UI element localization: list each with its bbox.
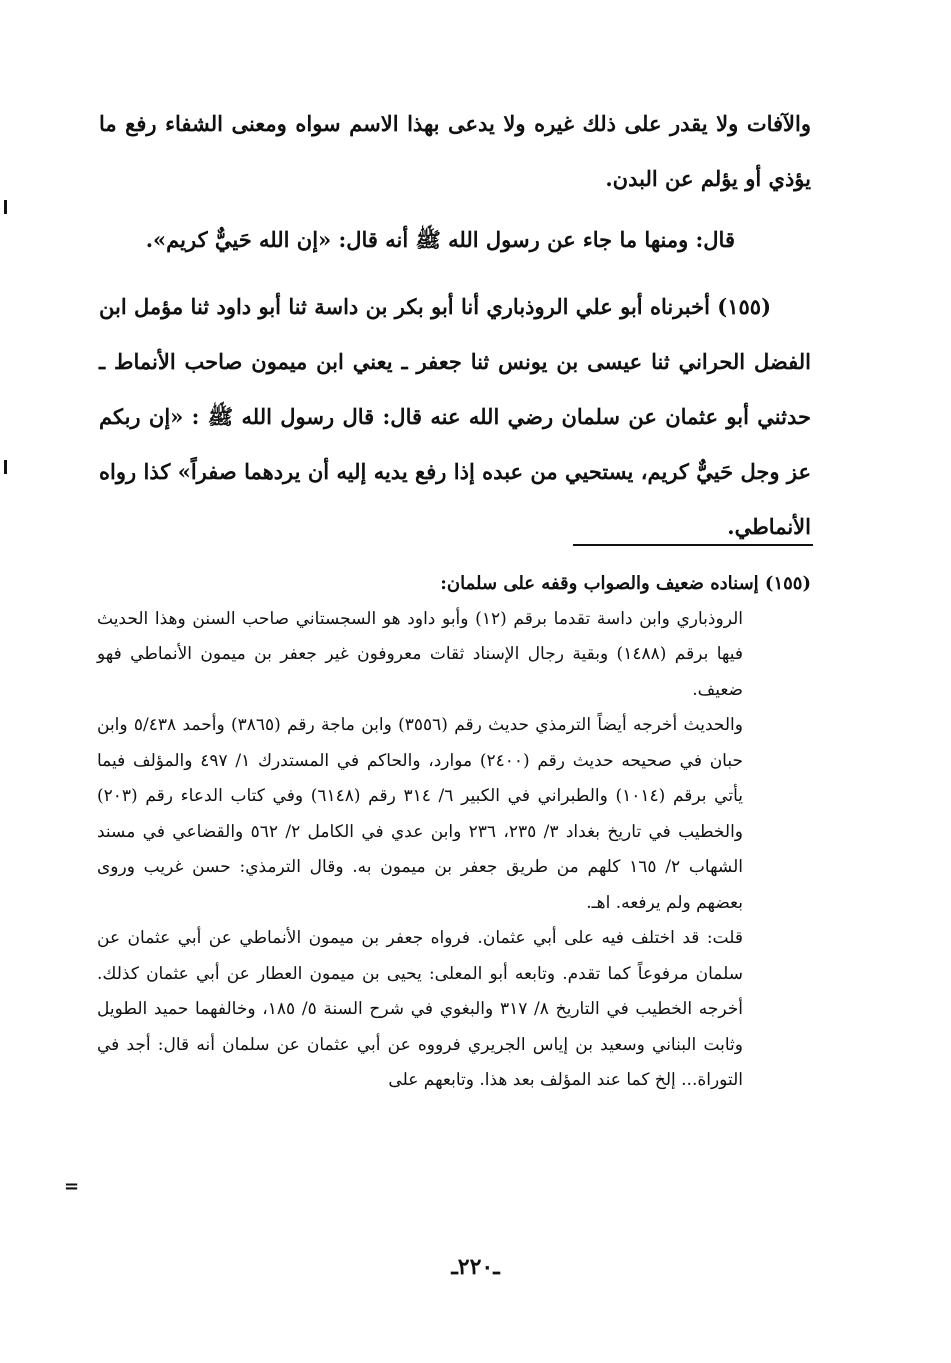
footnotes <box>97 566 811 1099</box>
main-paragraph-3: (١٥٥) أخبرناه أبو علي الروذباري أنا أبو بكر بن داسة ثنا أبو داود ثنا مؤمل ابن الفضل الحراني ثنا عيسى بن يونس ثنا جعفر ـ يعني ابن ميمون صاحب الأنماط ـ حدثني أبو عثمان عن سلمان رضي الله عنه قال: قال رسول الله ﷺ : «إن ربكم عز وجل حَييٌّ كريم، يستحيي من عبده إذا رفع يديه إليه أن يردهما صفراً» كذا رواه الأنماطي. <box>99 294 811 539</box>
footnote-paragraph-2: والحديث أخرجه أيضاً الترمذي حديث رقم (٣٥٥٦) وابن ماجة رقم (٣٨٦٥) وأحمد ٥/٤٣٨ وابن حبان في صحيحه حديث رقم (٢٤٠٠) موارد، والحاكم في المستدرك ١/ ٤٩٧ والمؤلف فيما يأتي برقم (١٠١٤) والطبراني في الكبير ٦/ ٣١٤ رقم (٦١٤٨) وفي كتاب الدعاء رقم (٢٠٣) والخطيب في تاريخ بغداد ٣/ ٢٣٥، ٢٣٦ وابن عدي في الكامل ٢/ ٥٦٢ والقضاعي في مسند الشهاب ٢/ ١٦٥ كلهم من طريق جعفر بن ميمون به. وقال الترمذي: حسن غريب وروى بعضهم ولم يرفعه. اهـ. <box>97 715 744 913</box>
main-text <box>99 96 811 554</box>
footnote-heading: (١٥٥) إسناده ضعيف والصواب وقفه على سلمان: <box>440 573 811 594</box>
main-paragraph-2: قال: ومنها ما جاء عن رسول الله ﷺ أنه قال: «إن الله حَييٌّ كريم». <box>145 227 735 252</box>
margin-mark-upper <box>4 200 7 214</box>
continuation-mark: = <box>64 1176 80 1197</box>
margin-mark-lower <box>4 460 7 474</box>
main-paragraph-1: والآفات ولا يقدر على ذلك غيره ولا يدعى بهذا الاسم سواه ومعنى الشفاء رفع ما يؤذي أو يؤلم عن البدن. <box>99 111 811 191</box>
footnote-divider <box>573 544 813 546</box>
footnote-body <box>97 602 811 1099</box>
footnote-paragraph-3: قلت: قد اختلف فيه على أبي عثمان. فرواه جعفر بن ميمون الأنماطي عن أبي عثمان عن سلمان مرفوعاً كما تقدم. وتابعه أبو المعلى: يحيى بن ميمون العطار عن أبي عثمان كذلك. أخرجه الخطيب في التاريخ ٨/ ٣١٧ والبغوي في شرح السنة ٥/ ١٨٥، وخالفهما حميد الطويل وثابت البناني وسعيد بن إياس الجريري فرووه عن أبي عثمان عن سلمان أنه قال: أجد في التوراة... إلخ كما عند المؤلف بعد هذا. وتابعهم على <box>97 928 744 1090</box>
page-number: ـ٢٢٠ـ <box>451 1254 500 1280</box>
footnote-paragraph-1: الروذباري وابن داسة تقدما برقم (١٢) وأبو داود هو السجستاني صاحب السنن وهذا الحديث فيها برقم (١٤٨٨) وبقية رجال الإسناد ثقات معروفون غير جعفر بن ميمون الأنماطي فهو ضعيف. <box>97 608 744 700</box>
